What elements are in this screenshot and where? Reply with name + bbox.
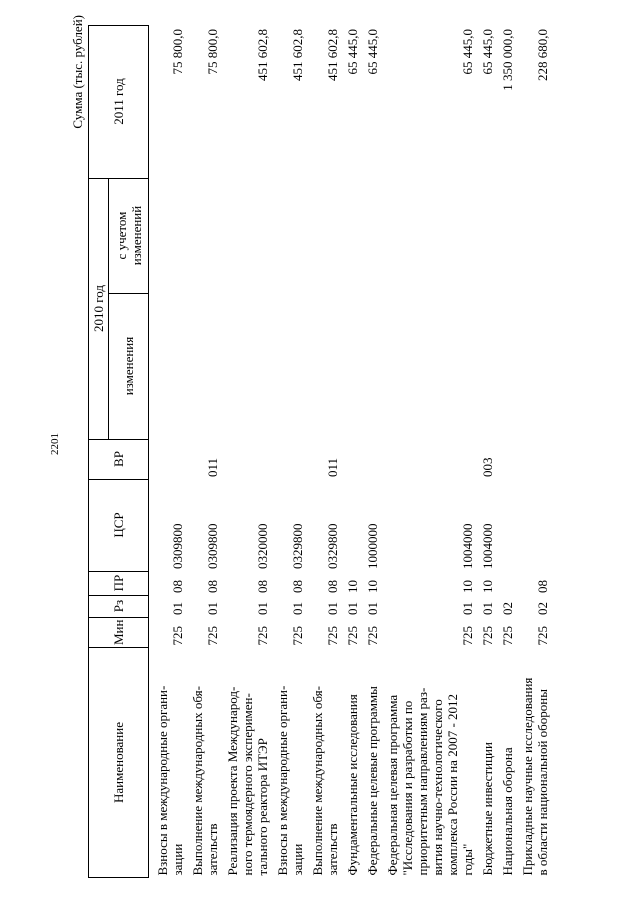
cell-with-changes xyxy=(149,178,190,293)
cell-csr: 0320000 xyxy=(255,523,270,570)
table-row xyxy=(224,25,274,877)
table-row xyxy=(149,25,190,877)
header-vr: ВР xyxy=(89,439,149,479)
header-pr: ПР xyxy=(89,571,149,595)
cell-pr: 10 xyxy=(460,580,475,594)
cell-name: Выполнение международных обя- зательств xyxy=(310,686,340,876)
cell-rz: 01 xyxy=(170,602,185,616)
cell-min: 725 xyxy=(255,626,270,646)
header-2010: 2010 год xyxy=(89,178,109,439)
cell-y2011: 451 602,8 xyxy=(290,29,305,82)
cell-changes xyxy=(149,293,190,439)
cell-min: 725 xyxy=(325,626,340,646)
cell-y2011: 65 445,0 xyxy=(480,29,495,75)
cell-csr: 0309800 xyxy=(170,523,185,570)
cell-pr: 08 xyxy=(325,580,340,594)
cell-csr xyxy=(344,479,364,571)
header-changes: изменения xyxy=(109,293,149,439)
cell-y2011: 1 350 000,0 xyxy=(500,29,515,91)
cell-vr xyxy=(149,439,190,479)
cell-vr xyxy=(274,439,309,479)
cell-vr: 003 xyxy=(480,457,495,478)
cell-vr xyxy=(384,439,479,479)
cell-with-changes xyxy=(274,178,309,293)
cell-min: 725 xyxy=(345,626,360,646)
cell-rz: 01 xyxy=(480,602,495,616)
cell-name: Выполнение международных обя- зательств xyxy=(190,686,220,876)
cell-pr: 08 xyxy=(535,580,550,594)
cell-vr: 011 xyxy=(205,457,220,478)
cell-with-changes xyxy=(309,178,344,293)
cell-rz: 02 xyxy=(500,602,515,616)
cell-min: 725 xyxy=(460,626,475,646)
cell-name: Фундаментальные исследования xyxy=(345,694,360,876)
cell-pr xyxy=(499,571,519,595)
cell-pr: 08 xyxy=(205,580,220,594)
cell-csr: 1004000 xyxy=(480,523,495,570)
cell-name: Взносы в международные органи- зации xyxy=(155,685,185,876)
cell-vr xyxy=(499,439,519,479)
cell-name: Национальная оборона xyxy=(500,747,515,876)
cell-min: 725 xyxy=(365,626,380,646)
cell-with-changes xyxy=(479,178,499,293)
cell-changes xyxy=(309,293,344,439)
cell-name: Бюджетные инвестиции xyxy=(480,742,495,876)
table-caption: Сумма (тыс. рублей) xyxy=(70,15,85,129)
cell-y2011: 65 445,0 xyxy=(460,29,475,75)
cell-changes xyxy=(274,293,309,439)
cell-y2011: 65 445,0 xyxy=(365,29,380,75)
cell-changes xyxy=(189,293,224,439)
cell-rz: 01 xyxy=(365,602,380,616)
cell-with-changes xyxy=(384,178,479,293)
cell-min: 725 xyxy=(500,626,515,646)
cell-rz: 01 xyxy=(325,602,340,616)
cell-vr xyxy=(364,439,384,479)
cell-rz: 01 xyxy=(290,602,305,616)
cell-y2011: 451 602,8 xyxy=(255,29,270,82)
cell-rz: 01 xyxy=(255,602,270,616)
cell-rz: 01 xyxy=(345,602,360,616)
table-row xyxy=(344,25,364,877)
cell-csr: 0329800 xyxy=(290,523,305,570)
cell-name: Прикладные научные исследования в области национальной обороны xyxy=(520,677,550,876)
cell-pr: 10 xyxy=(345,580,360,594)
header-rz: Рз xyxy=(89,595,149,617)
cell-min: 725 xyxy=(480,626,495,646)
cell-changes xyxy=(224,293,274,439)
cell-vr: 011 xyxy=(325,457,340,478)
cell-pr: 08 xyxy=(255,580,270,594)
cell-min: 725 xyxy=(290,626,305,646)
cell-with-changes xyxy=(344,178,364,293)
cell-csr xyxy=(499,479,519,571)
cell-with-changes xyxy=(519,178,554,293)
table-row xyxy=(479,25,499,877)
cell-y2011: 65 445,0 xyxy=(345,29,360,75)
cell-changes xyxy=(519,293,554,439)
page-number: 2201 xyxy=(49,433,61,455)
budget-table xyxy=(88,25,554,878)
cell-changes xyxy=(344,293,364,439)
cell-vr xyxy=(519,439,554,479)
cell-changes xyxy=(384,293,479,439)
cell-with-changes xyxy=(364,178,384,293)
header-min: Мин xyxy=(89,617,149,647)
cell-y2011: 75 800,0 xyxy=(170,29,185,75)
table-row xyxy=(189,25,224,877)
cell-name: Взносы в международные органи- зации xyxy=(275,685,305,876)
table-row xyxy=(519,25,554,877)
header-csr: ЦСР xyxy=(89,479,149,571)
cell-changes xyxy=(499,293,519,439)
cell-pr: 10 xyxy=(365,580,380,594)
cell-with-changes xyxy=(189,178,224,293)
cell-pr: 10 xyxy=(480,580,495,594)
table-row xyxy=(364,25,384,877)
cell-csr: 1004000 xyxy=(460,523,475,570)
cell-csr: 1000000 xyxy=(365,523,380,570)
header-name: Наименование xyxy=(89,648,149,878)
cell-min: 725 xyxy=(205,626,220,646)
table-row xyxy=(384,25,479,877)
cell-pr: 08 xyxy=(290,580,305,594)
cell-rz: 01 xyxy=(205,602,220,616)
table-row xyxy=(274,25,309,877)
cell-min: 725 xyxy=(535,626,550,646)
cell-name: Реализация проекта Международ- ного термоядерного эксперимен- тального реактора ИТЭР xyxy=(225,686,270,876)
cell-vr xyxy=(224,439,274,479)
cell-csr: 0329800 xyxy=(325,523,340,570)
cell-changes xyxy=(364,293,384,439)
cell-rz: 02 xyxy=(535,602,550,616)
cell-min: 725 xyxy=(170,626,185,646)
cell-pr: 08 xyxy=(170,580,185,594)
cell-vr xyxy=(344,439,364,479)
cell-y2011: 75 800,0 xyxy=(205,29,220,75)
table-row xyxy=(499,25,519,877)
cell-y2011: 228 680,0 xyxy=(535,29,550,82)
cell-name: Федеральные целевые программы xyxy=(365,686,380,876)
table-row xyxy=(309,25,344,877)
cell-csr xyxy=(519,479,554,571)
cell-name: Федеральная целевая программа "Исследования и разработки по приоритетным направлениям раз- вития научно-технологического комплекса России на 2007 - 2012 годы" xyxy=(385,687,475,876)
cell-csr: 0309800 xyxy=(205,523,220,570)
cell-changes xyxy=(479,293,499,439)
header-2011: 2011 год xyxy=(89,25,149,178)
cell-with-changes xyxy=(224,178,274,293)
cell-rz: 01 xyxy=(460,602,475,616)
cell-y2011: 451 602,8 xyxy=(325,29,340,82)
header-with-changes: с учетом изменений xyxy=(109,178,149,293)
cell-with-changes xyxy=(499,178,519,293)
